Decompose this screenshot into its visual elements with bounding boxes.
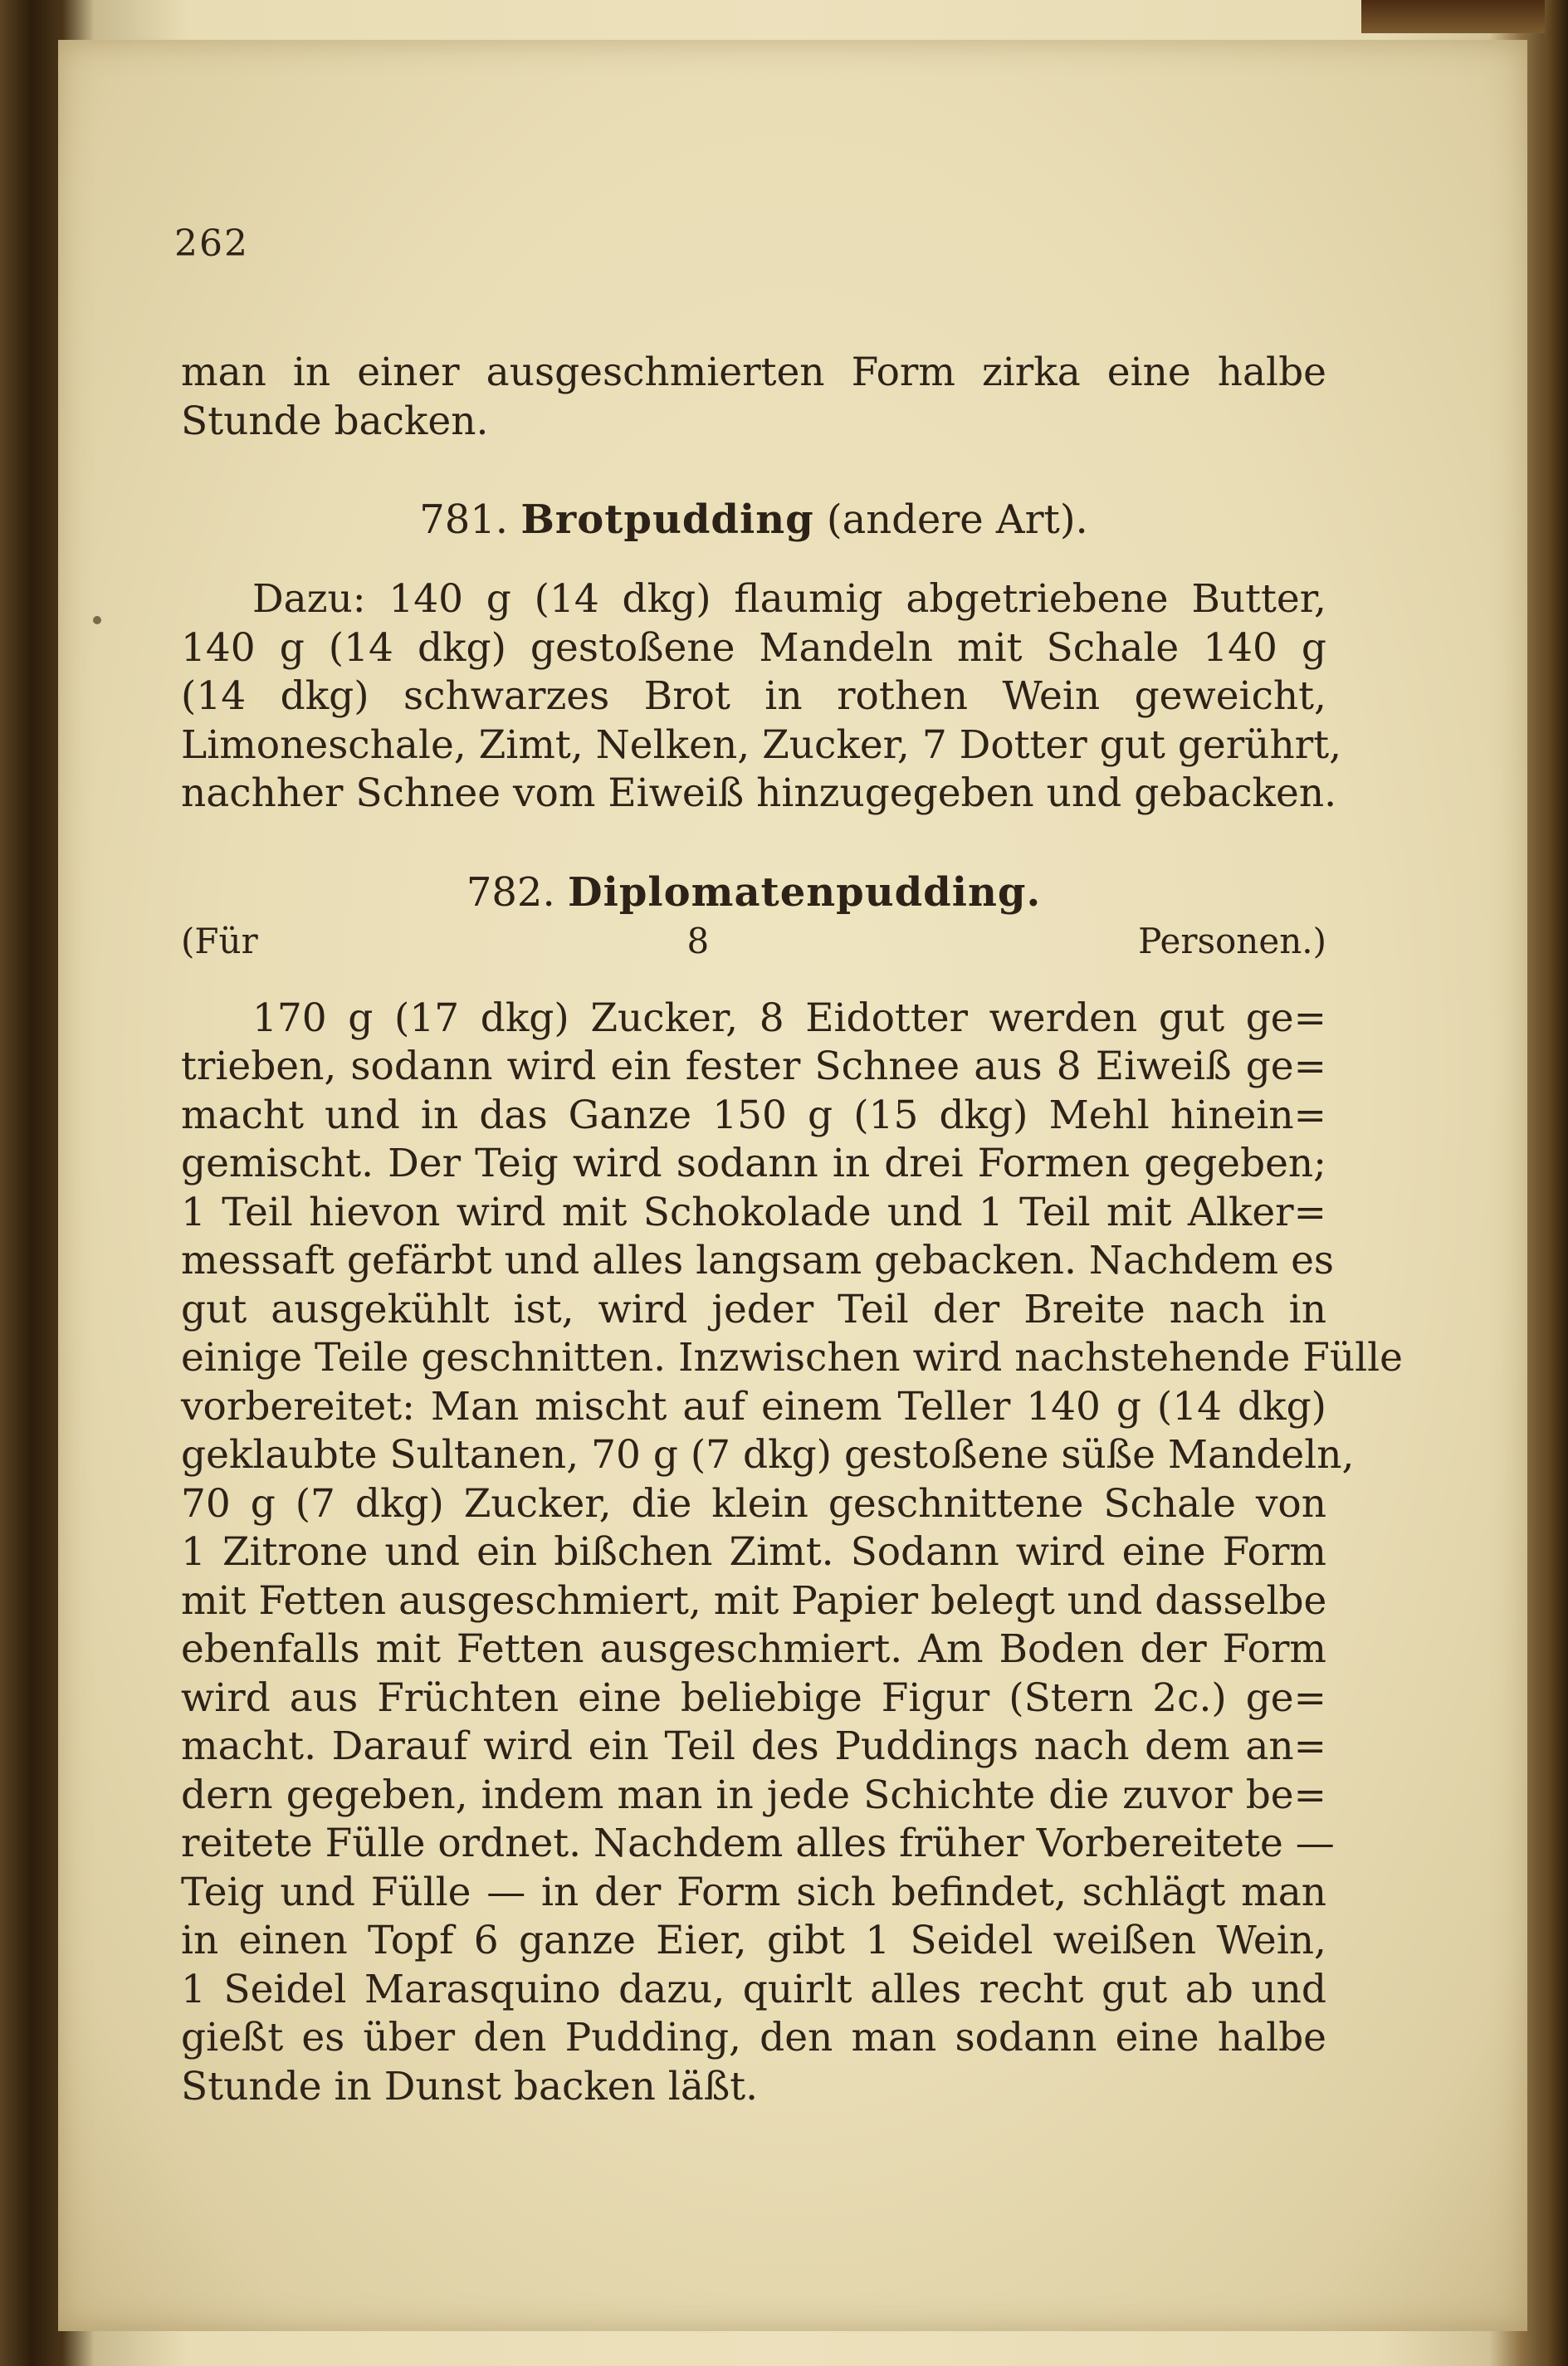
text-line: 140 g (14 dkg) gestoßene Mandeln mit Schale 140 g — [181, 624, 1326, 671]
text-line: macht und in das Ganze 150 g (15 dkg) Mehl hinein= — [181, 1092, 1326, 1138]
text-line: 170 g (17 dkg) Zucker, 8 Eidotter werden gut ge= — [252, 995, 1326, 1041]
recipe-782-heading — [181, 867, 1326, 918]
recipe-number: 782. — [466, 868, 555, 916]
text-line: trieben, sodann wird ein fester Schnee aus 8 Eiweiß ge= — [181, 1044, 1326, 1089]
text-line: gießt es über den Pudding, den man sodann eine halbe — [181, 2015, 1326, 2060]
text-line: 70 g (7 dkg) Zucker, die klein geschnittene Schale von — [181, 1480, 1326, 1527]
text-line: gemischt. Der Teig wird sodann in drei Formen gegeben; — [181, 1141, 1326, 1186]
text-line: ebenfalls mit Fetten ausgeschmiert. Am Boden der Form — [181, 1626, 1326, 1672]
text-line: Stunde in Dunst backen läßt. — [181, 2063, 759, 2109]
recipe-number: 781. — [419, 496, 509, 543]
recipe-781-heading — [181, 494, 1326, 545]
page-text — [181, 224, 1403, 2111]
text-line: gut ausgekühlt ist, wird jeder Teil der Breite nach in — [181, 1286, 1326, 1332]
text-line: 1 Teil hievon wird mit Schokolade und 1 Teil mit Alker= — [181, 1189, 1326, 1235]
text-line: Stunde backen. — [181, 398, 489, 444]
text-line: wird aus Früchten eine beliebige Figur (Stern 2c.) ge= — [181, 1674, 1326, 1721]
text-line: mit Fetten ausgeschmiert, mit Papier belegt und dasselbe — [181, 1577, 1327, 1624]
recipe-781-body — [181, 575, 1342, 819]
text-line: nachher Schnee vom Eiweiß hinzugegeben und gebacken. — [181, 770, 1337, 816]
text-line: einige Teile geschnitten. Inzwischen wird nachstehende Fülle — [181, 1335, 1403, 1381]
text-line: 1 Zitrone und ein bißchen Zimt. Sodann wird eine Form — [181, 1529, 1326, 1575]
text-line: vorbereitet: Man mischt auf einem Teller 140 g (14 dkg) — [181, 1383, 1326, 1430]
torn-corner — [1361, 0, 1568, 33]
intro-paragraph — [181, 349, 1326, 446]
recipe-servings: (Für 8 Personen.) — [181, 920, 1326, 961]
text-line: macht. Darauf wird ein Teil des Puddings nach dem an= — [181, 1723, 1326, 1769]
recipe-subtitle: (andere Art). — [826, 496, 1088, 543]
paper-spot — [93, 616, 101, 624]
text-line: in einen Topf 6 ganze Eier, gibt 1 Seidel weißen Wein, — [181, 1918, 1326, 1963]
text-line: 1 Seidel Marasquino dazu, quirlt alles recht gut ab und — [181, 1966, 1326, 2012]
text-line: Dazu: 140 g (14 dkg) flaumig abgetriebene Butter, — [252, 576, 1326, 622]
recipe-title: Diplomatenpudding. — [567, 868, 1042, 916]
recipe-title: Brotpudding — [520, 496, 814, 543]
text-line: Teig und Fülle — in der Form sich befindet, schlägt man — [181, 1869, 1326, 1915]
text-line: reitete Fülle ordnet. Nachdem alles früher Vorbereitete — — [181, 1821, 1335, 1866]
book-edge — [1545, 0, 1568, 2366]
text-line: messaft gefärbt und alles langsam gebacken. Nachdem es — [181, 1238, 1335, 1283]
recipe-782-body — [181, 995, 1403, 2112]
text-line: man in einer ausgeschmierten Form zirka eine halbe — [181, 350, 1326, 395]
page-number: 262 — [174, 222, 249, 265]
text-line: geklaubte Sultanen, 70 g (7 dkg) gestoßene süße Mandeln, — [181, 1432, 1355, 1478]
text-line: (14 dkg) schwarzes Brot in rothen Wein geweicht, — [181, 673, 1326, 719]
text-line: Limoneschale, Zimt, Nelken, Zucker, 7 Dotter gut gerührt, — [181, 721, 1342, 768]
text-line: dern gegeben, indem man in jede Schichte die zuvor be= — [181, 1772, 1326, 1818]
